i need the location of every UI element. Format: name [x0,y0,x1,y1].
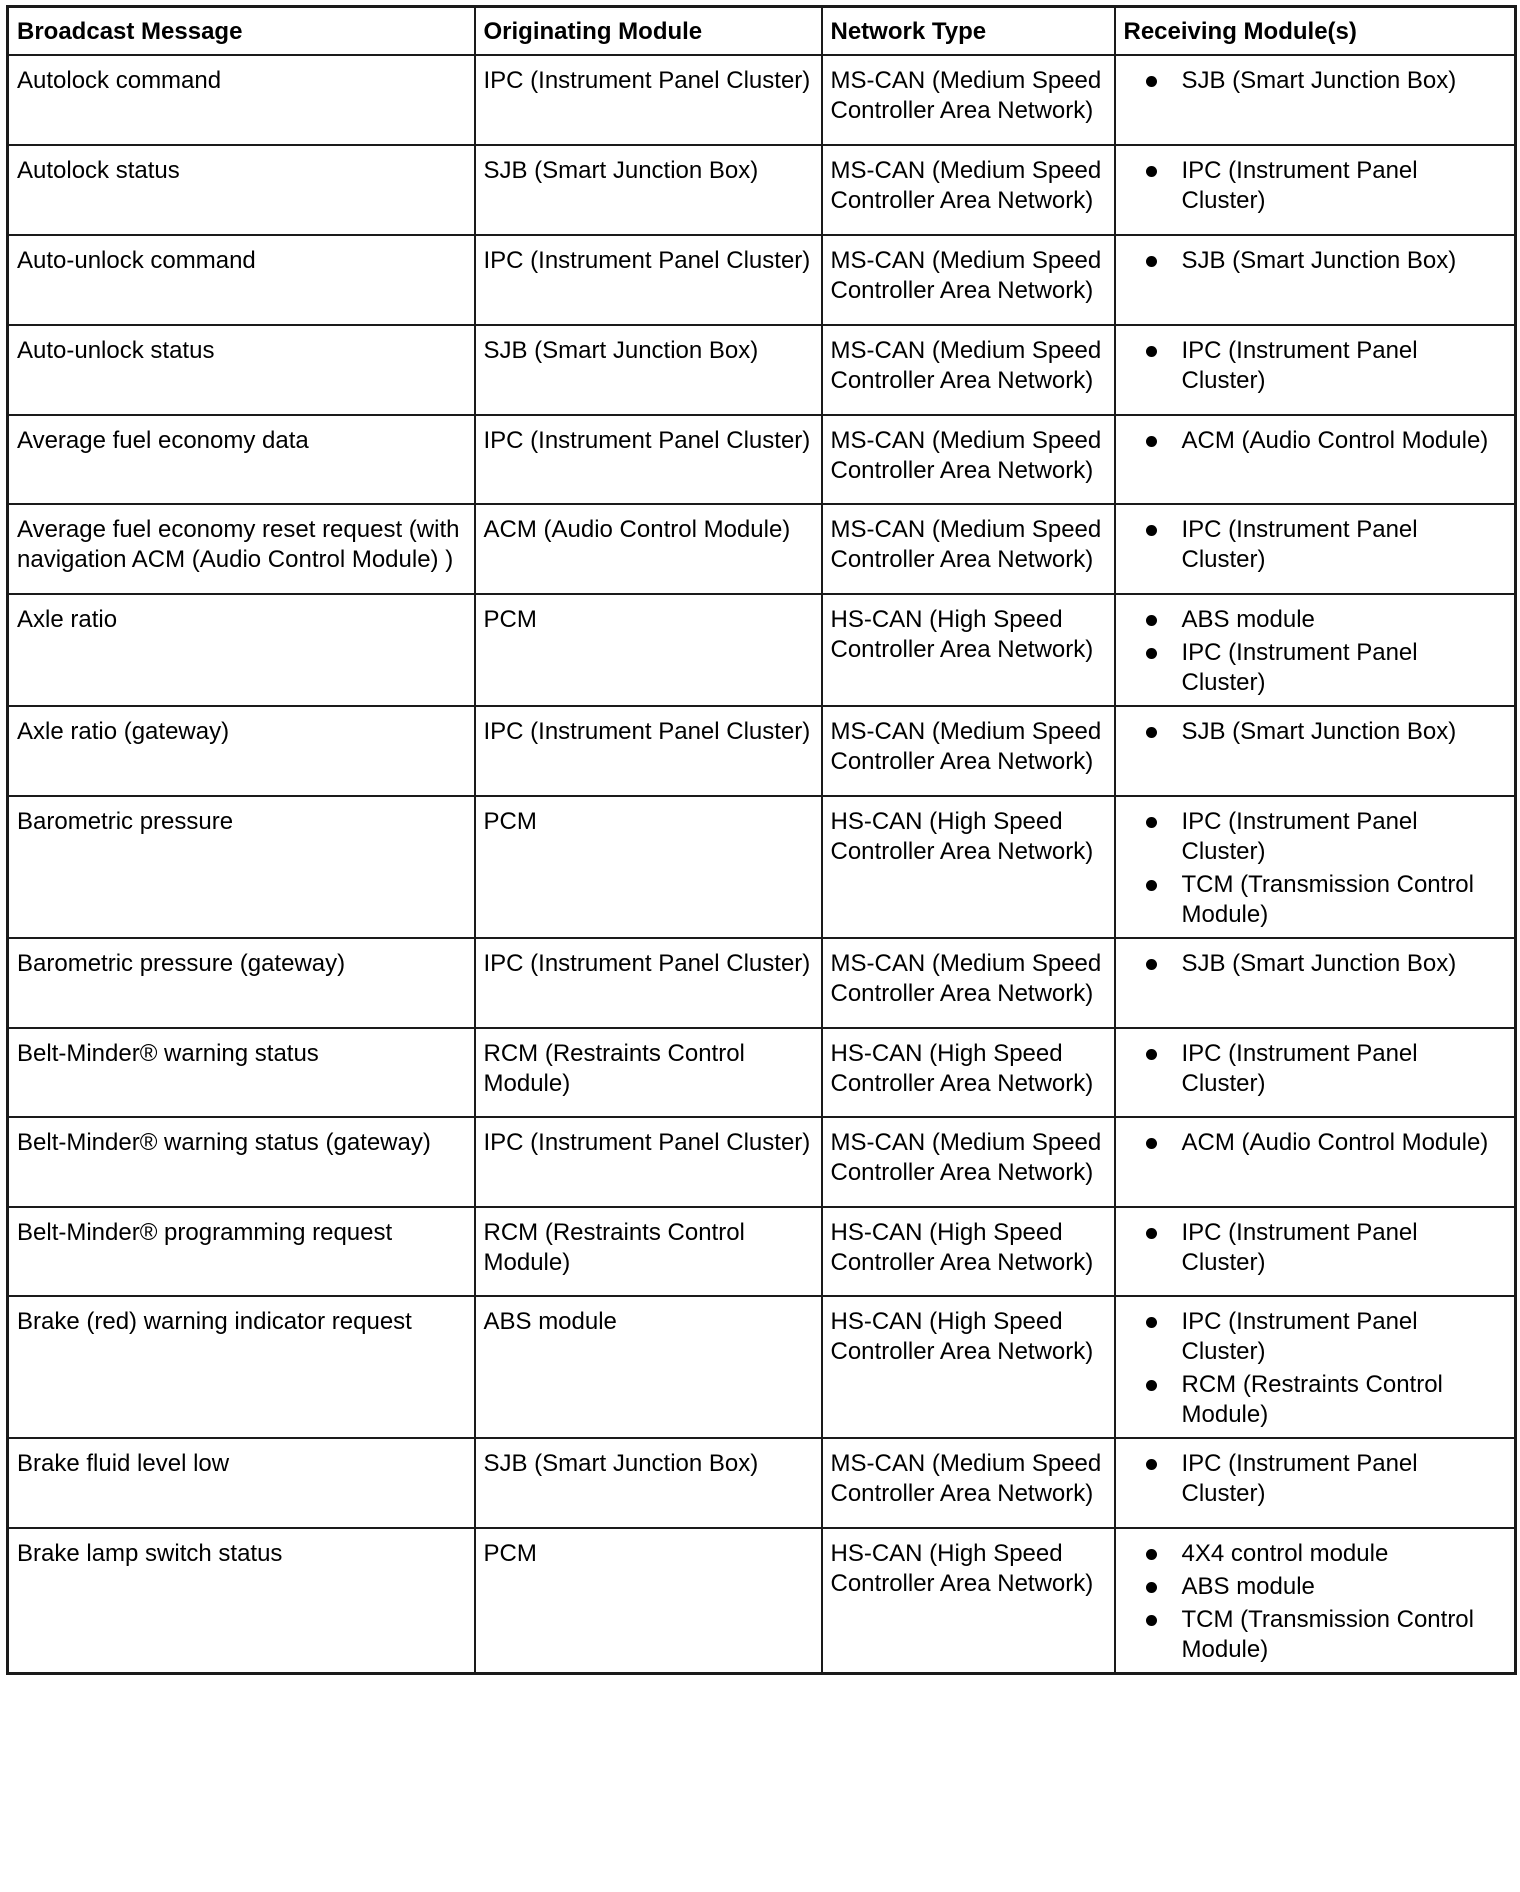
cell-broadcast-message: Brake fluid level low [8,1438,475,1528]
cell-originating-module: PCM [475,594,822,706]
receiving-module-item [1124,66,1507,96]
bullet-icon [1146,615,1157,626]
receiving-module-list [1124,336,1507,396]
cell-broadcast-message: Average fuel economy reset request (with navigation ACM (Audio Control Module) ) [8,504,475,594]
receiving-module-item [1124,1605,1507,1665]
bullet-icon [1146,1228,1157,1239]
cell-network-type: MS-CAN (Medium Speed Controller Area Network) [822,706,1115,796]
cell-originating-module: SJB (Smart Junction Box) [475,1438,822,1528]
receiving-module-label: IPC (Instrument Panel Cluster) [1181,1449,1418,1507]
receiving-module-item [1124,336,1507,396]
cell-broadcast-message: Belt-Minder® warning status (gateway) [8,1117,475,1207]
receiving-module-list [1124,949,1507,979]
header-broadcast-message: Broadcast Message [8,7,475,55]
cell-network-type: MS-CAN (Medium Speed Controller Area Network) [822,938,1115,1028]
receiving-module-label: IPC (Instrument Panel Cluster) [1181,638,1418,696]
cell-network-type: HS-CAN (High Speed Controller Area Network) [822,1028,1115,1117]
receiving-module-item [1124,807,1507,867]
receiving-module-list [1124,1218,1507,1278]
cell-network-type: MS-CAN (Medium Speed Controller Area Network) [822,1117,1115,1207]
receiving-module-label: IPC (Instrument Panel Cluster) [1181,1307,1418,1365]
cell-network-type: MS-CAN (Medium Speed Controller Area Network) [822,415,1115,504]
receiving-module-item [1124,426,1507,456]
table-row [8,55,1516,145]
table-row [8,1028,1516,1117]
receiving-module-item [1124,717,1507,747]
bullet-icon [1146,1615,1157,1626]
receiving-module-label: SJB (Smart Junction Box) [1181,246,1457,274]
receiving-module-item [1124,1370,1507,1430]
cell-originating-module: SJB (Smart Junction Box) [475,145,822,235]
cell-receiving-modules [1115,594,1516,706]
cell-broadcast-message: Auto-unlock status [8,325,475,415]
table-row [8,145,1516,235]
cell-receiving-modules [1115,235,1516,325]
receiving-module-item [1124,1128,1507,1158]
bullet-icon [1146,1138,1157,1149]
bullet-icon [1146,1317,1157,1328]
bullet-icon [1146,436,1157,447]
receiving-module-item [1124,1218,1507,1278]
receiving-module-label: TCM (Transmission Control Module) [1181,1605,1474,1663]
receiving-module-item [1124,949,1507,979]
cell-network-type: MS-CAN (Medium Speed Controller Area Network) [822,145,1115,235]
cell-broadcast-message: Barometric pressure [8,796,475,938]
cell-receiving-modules [1115,415,1516,504]
header-originating-module: Originating Module [475,7,822,55]
cell-originating-module: SJB (Smart Junction Box) [475,325,822,415]
cell-originating-module: ACM (Audio Control Module) [475,504,822,594]
receiving-module-label: IPC (Instrument Panel Cluster) [1181,515,1418,573]
table-header-row [8,7,1516,55]
cell-network-type: MS-CAN (Medium Speed Controller Area Network) [822,504,1115,594]
cell-originating-module: PCM [475,796,822,938]
bullet-icon [1146,959,1157,970]
bullet-icon [1146,648,1157,659]
table-row [8,1117,1516,1207]
receiving-module-label: SJB (Smart Junction Box) [1181,717,1457,745]
cell-network-type: HS-CAN (High Speed Controller Area Network) [822,1296,1115,1438]
cell-broadcast-message: Axle ratio (gateway) [8,706,475,796]
cell-originating-module: IPC (Instrument Panel Cluster) [475,706,822,796]
cell-receiving-modules [1115,938,1516,1028]
cell-broadcast-message: Autolock status [8,145,475,235]
cell-network-type: HS-CAN (High Speed Controller Area Network) [822,1207,1115,1296]
cell-broadcast-message: Brake (red) warning indicator request [8,1296,475,1438]
receiving-module-list [1124,66,1507,96]
receiving-module-label: IPC (Instrument Panel Cluster) [1181,156,1418,214]
cell-receiving-modules [1115,1438,1516,1528]
bullet-icon [1146,1549,1157,1560]
receiving-module-list [1124,807,1507,930]
receiving-module-label: ACM (Audio Control Module) [1181,426,1489,454]
bullet-icon [1146,1049,1157,1060]
bullet-icon [1146,256,1157,267]
receiving-module-list [1124,156,1507,216]
receiving-module-label: SJB (Smart Junction Box) [1181,66,1457,94]
receiving-module-list [1124,1449,1507,1509]
receiving-module-list [1124,1307,1507,1430]
table-row [8,1296,1516,1438]
receiving-module-list [1124,605,1507,698]
cell-originating-module: ABS module [475,1296,822,1438]
receiving-module-item [1124,1572,1507,1602]
receiving-module-list [1124,1039,1507,1099]
bullet-icon [1146,346,1157,357]
receiving-module-label: IPC (Instrument Panel Cluster) [1181,1218,1418,1276]
cell-network-type: MS-CAN (Medium Speed Controller Area Network) [822,55,1115,145]
table-row [8,325,1516,415]
receiving-module-list [1124,426,1507,456]
bullet-icon [1146,166,1157,177]
receiving-module-item [1124,1539,1507,1569]
cell-network-type: HS-CAN (High Speed Controller Area Network) [822,1528,1115,1674]
table-row [8,1207,1516,1296]
cell-originating-module: IPC (Instrument Panel Cluster) [475,938,822,1028]
table-row [8,415,1516,504]
cell-broadcast-message: Auto-unlock command [8,235,475,325]
table-row [8,504,1516,594]
receiving-module-label: IPC (Instrument Panel Cluster) [1181,1039,1418,1097]
cell-receiving-modules [1115,706,1516,796]
cell-receiving-modules [1115,1028,1516,1117]
cell-network-type: MS-CAN (Medium Speed Controller Area Network) [822,325,1115,415]
cell-receiving-modules [1115,55,1516,145]
cell-network-type: HS-CAN (High Speed Controller Area Network) [822,594,1115,706]
receiving-module-list [1124,1539,1507,1665]
cell-originating-module: IPC (Instrument Panel Cluster) [475,55,822,145]
cell-originating-module: IPC (Instrument Panel Cluster) [475,235,822,325]
broadcast-message-table [6,5,1517,1675]
cell-receiving-modules [1115,145,1516,235]
cell-broadcast-message: Belt-Minder® programming request [8,1207,475,1296]
cell-broadcast-message: Belt-Minder® warning status [8,1028,475,1117]
cell-receiving-modules [1115,796,1516,938]
bullet-icon [1146,1582,1157,1593]
bullet-icon [1146,727,1157,738]
cell-receiving-modules [1115,1528,1516,1674]
cell-network-type: HS-CAN (High Speed Controller Area Network) [822,796,1115,938]
receiving-module-item [1124,1039,1507,1099]
bullet-icon [1146,1380,1157,1391]
table-row [8,1438,1516,1528]
cell-broadcast-message: Brake lamp switch status [8,1528,475,1674]
receiving-module-item [1124,638,1507,698]
table-row [8,796,1516,938]
cell-originating-module: PCM [475,1528,822,1674]
cell-originating-module: RCM (Restraints Control Module) [475,1207,822,1296]
receiving-module-label: RCM (Restraints Control Module) [1181,1370,1443,1428]
cell-receiving-modules [1115,1117,1516,1207]
receiving-module-label: ABS module [1181,1572,1315,1600]
header-network-type: Network Type [822,7,1115,55]
cell-broadcast-message: Barometric pressure (gateway) [8,938,475,1028]
receiving-module-label: 4X4 control module [1181,1539,1389,1567]
bullet-icon [1146,76,1157,87]
header-receiving-modules: Receiving Module(s) [1115,7,1516,55]
receiving-module-label: IPC (Instrument Panel Cluster) [1181,807,1418,865]
cell-receiving-modules [1115,1207,1516,1296]
receiving-module-item [1124,1449,1507,1509]
cell-broadcast-message: Axle ratio [8,594,475,706]
receiving-module-label: ABS module [1181,605,1315,633]
cell-broadcast-message: Autolock command [8,55,475,145]
receiving-module-item [1124,870,1507,930]
receiving-module-list [1124,246,1507,276]
cell-receiving-modules [1115,1296,1516,1438]
table-row [8,938,1516,1028]
receiving-module-item [1124,1307,1507,1367]
bullet-icon [1146,525,1157,536]
cell-originating-module: IPC (Instrument Panel Cluster) [475,1117,822,1207]
bullet-icon [1146,880,1157,891]
receiving-module-list [1124,717,1507,747]
cell-network-type: MS-CAN (Medium Speed Controller Area Network) [822,1438,1115,1528]
receiving-module-label: TCM (Transmission Control Module) [1181,870,1474,928]
cell-originating-module: IPC (Instrument Panel Cluster) [475,415,822,504]
table-row [8,594,1516,706]
receiving-module-label: IPC (Instrument Panel Cluster) [1181,336,1418,394]
receiving-module-item [1124,605,1507,635]
table-row [8,706,1516,796]
bullet-icon [1146,1459,1157,1470]
table-row [8,1528,1516,1674]
receiving-module-label: SJB (Smart Junction Box) [1181,949,1457,977]
receiving-module-item [1124,515,1507,575]
cell-broadcast-message: Average fuel economy data [8,415,475,504]
cell-network-type: MS-CAN (Medium Speed Controller Area Network) [822,235,1115,325]
table-body [8,55,1516,1674]
cell-receiving-modules [1115,325,1516,415]
cell-originating-module: RCM (Restraints Control Module) [475,1028,822,1117]
receiving-module-list [1124,515,1507,575]
receiving-module-item [1124,246,1507,276]
bullet-icon [1146,817,1157,828]
receiving-module-item [1124,156,1507,216]
table-row [8,235,1516,325]
receiving-module-label: ACM (Audio Control Module) [1181,1128,1489,1156]
cell-receiving-modules [1115,504,1516,594]
receiving-module-list [1124,1128,1507,1158]
